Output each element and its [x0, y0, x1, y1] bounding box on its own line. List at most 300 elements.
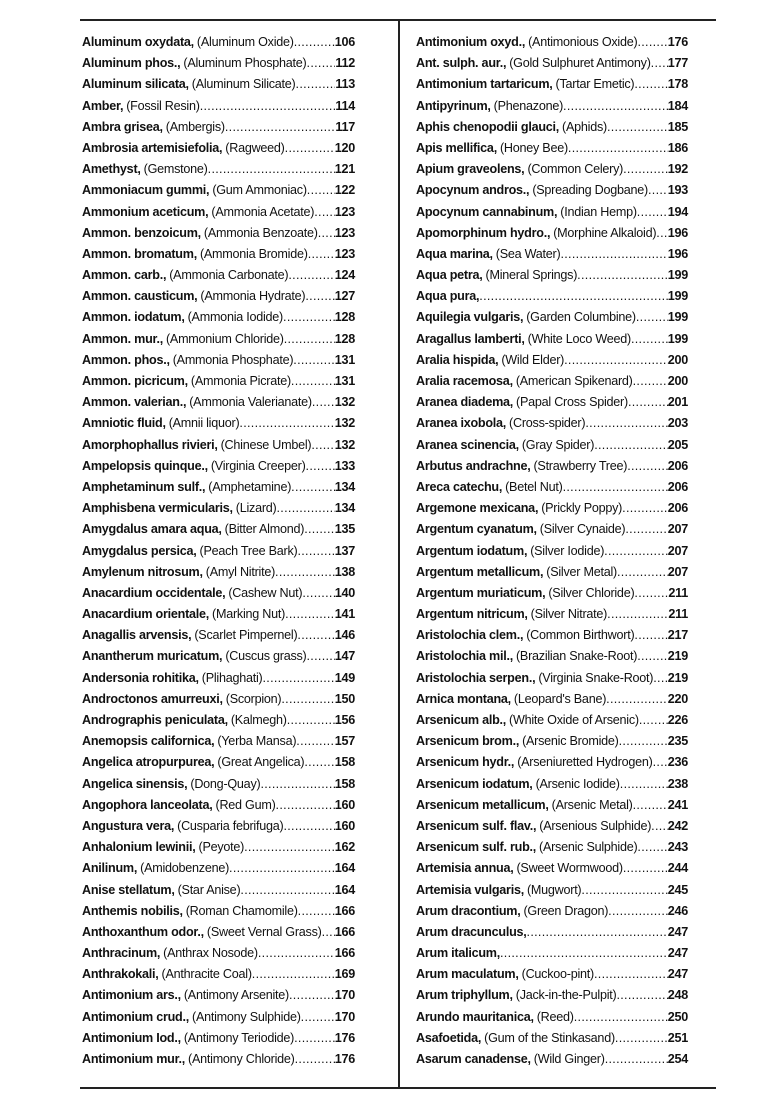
- entry-page-number: 176: [667, 35, 688, 49]
- dot-leader: [581, 880, 667, 901]
- entry-common-name: (Bitter Almond): [224, 522, 305, 537]
- index-entry: [416, 1049, 688, 1070]
- index-entry: [416, 519, 688, 540]
- entry-page-number: 132: [334, 437, 355, 452]
- entry-page-number: 217: [667, 628, 688, 643]
- dot-leader: [307, 180, 335, 201]
- index-entry: [416, 710, 688, 731]
- index-entry: [416, 477, 688, 498]
- entry-name: Andersonia rohitika,: [82, 670, 199, 685]
- entry-name: Arum triphyllum,: [416, 988, 513, 1003]
- entry-page-number: 156: [334, 713, 355, 727]
- entry-page-number: 206: [667, 501, 688, 516]
- entry-page-number: 166: [334, 946, 355, 961]
- index-entry: [416, 413, 688, 434]
- entry-name: Ammon. carb.,: [82, 268, 167, 283]
- entry-page-number: 192: [667, 162, 688, 177]
- dot-leader: [563, 96, 668, 117]
- dot-leader: [577, 265, 668, 286]
- entry-common-name: (Virginia Creeper): [210, 458, 306, 473]
- entry-common-name: (Peach Tree Bark): [199, 543, 298, 558]
- index-entry: [82, 858, 355, 879]
- dot-leader: [304, 519, 335, 540]
- entry-page-number: 201: [667, 395, 688, 410]
- entry-page-number: 243: [667, 840, 688, 855]
- entry-common-name: (Aluminum Silicate): [191, 77, 296, 92]
- entry-name: Aralia hispida,: [416, 352, 499, 367]
- dot-leader: [633, 795, 668, 816]
- dot-leader: [648, 180, 668, 201]
- index-entry: [416, 625, 688, 646]
- entry-page-number: 244: [667, 861, 688, 876]
- entry-page-number: 117: [335, 119, 355, 134]
- entry-page-number: 113: [335, 77, 355, 92]
- entry-name: Amethyst,: [82, 162, 141, 177]
- entry-common-name: (Amyl Nitrite): [205, 564, 276, 579]
- dot-leader: [653, 668, 667, 689]
- entry-common-name: (Yerba Mansa): [217, 734, 297, 749]
- entry-page-number: 123: [334, 246, 355, 261]
- index-entry: [82, 519, 355, 540]
- entry-page-number: 164: [334, 882, 355, 897]
- entry-page-number: 112: [335, 56, 355, 71]
- dot-leader: [281, 689, 334, 710]
- dot-leader: [617, 562, 668, 583]
- dot-leader: [287, 710, 335, 731]
- entry-common-name: (Silver Metal): [546, 564, 617, 579]
- entry-name: Arnica montana,: [416, 691, 511, 706]
- index-entry: [416, 32, 688, 53]
- entry-common-name: (Wild Ginger): [533, 1052, 605, 1066]
- entry-name: Argentum iodatum,: [416, 543, 528, 558]
- dot-leader: [594, 435, 668, 456]
- dot-leader: [620, 774, 668, 795]
- dot-leader: [631, 329, 668, 350]
- index-entry: [82, 646, 355, 667]
- index-entry: [416, 1007, 688, 1028]
- entry-name: Arsenicum alb.,: [416, 713, 507, 727]
- entry-name: Argemone mexicana,: [416, 501, 539, 516]
- entry-name: Amniotic fluid,: [82, 416, 166, 431]
- dot-leader: [291, 477, 335, 498]
- entry-name: Aranea ixobola,: [416, 416, 507, 431]
- entry-name: Antimonium crud.,: [82, 1009, 189, 1024]
- entry-name: Ammon. phos.,: [82, 352, 170, 367]
- entry-name: Apis mellifica,: [416, 140, 497, 155]
- dot-leader: [252, 964, 335, 985]
- entry-common-name: (Amphetamine): [208, 479, 292, 494]
- dot-leader: [275, 562, 335, 583]
- index-entry: [416, 541, 688, 562]
- dot-leader: [289, 985, 335, 1006]
- entry-name: Anantherum muricatum,: [82, 649, 223, 664]
- index-column-left: [82, 32, 355, 1070]
- entry-name: Arum italicum,: [416, 946, 500, 961]
- entry-name: Aristolochia serpen.,: [416, 670, 536, 685]
- entry-name: Angophora lanceolata,: [82, 797, 213, 812]
- index-entry: [416, 922, 688, 943]
- dot-leader: [294, 32, 335, 53]
- entry-page-number: 169: [334, 967, 355, 982]
- entry-common-name: (Ammonia Picrate): [190, 374, 291, 388]
- entry-name: Anthracinum,: [82, 946, 161, 961]
- entry-common-name: (Amnii liquor): [168, 416, 240, 431]
- dot-leader: [637, 32, 667, 53]
- entry-name: Andrographis peniculata,: [82, 713, 228, 727]
- index-entry: [416, 159, 688, 180]
- entry-page-number: 247: [667, 924, 688, 939]
- entry-common-name: (Anthracite Coal): [161, 967, 252, 982]
- entry-common-name: (Marking Nut): [212, 607, 286, 622]
- index-entry: [416, 244, 688, 265]
- dot-leader: [527, 922, 668, 943]
- index-entry: [416, 880, 688, 901]
- entry-common-name: (Silver Nitrate): [530, 607, 608, 622]
- dot-leader: [560, 244, 667, 265]
- dot-leader: [305, 286, 334, 307]
- index-entry: [82, 498, 355, 519]
- entry-page-number: 196: [667, 246, 688, 261]
- entry-name: Aluminum silicata,: [82, 77, 189, 92]
- entry-page-number: 176: [334, 1052, 355, 1066]
- dot-leader: [258, 943, 335, 964]
- entry-page-number: 177: [667, 56, 688, 71]
- index-entry: [416, 392, 688, 413]
- entry-common-name: (Cusparia febrifuga): [177, 818, 284, 833]
- column-divider: [398, 20, 400, 1088]
- dot-leader: [297, 541, 334, 562]
- dot-leader: [636, 307, 668, 328]
- dot-leader: [262, 668, 334, 689]
- index-entry: [82, 922, 355, 943]
- index-entry: [416, 180, 688, 201]
- entry-common-name: (Great Angelica): [217, 755, 305, 770]
- entry-common-name: (Tartar Emetic): [555, 77, 635, 92]
- entry-common-name: (Chinese Umbel): [220, 437, 312, 452]
- entry-name: Ambra grisea,: [82, 119, 163, 134]
- dot-leader: [637, 646, 668, 667]
- entry-name: Anemopsis californica,: [82, 734, 215, 749]
- entry-common-name: (American Spikenard): [515, 374, 633, 388]
- entry-name: Antimonium mur.,: [82, 1052, 186, 1066]
- entry-name: Aristolochia mil.,: [416, 649, 513, 664]
- entry-name: Apocynum andros.,: [416, 183, 530, 198]
- dot-leader: [615, 1028, 668, 1049]
- entry-name: Anthoxanthum odor.,: [82, 924, 204, 939]
- entry-page-number: 245: [667, 882, 688, 897]
- entry-page-number: 194: [667, 204, 688, 219]
- index-entry: [82, 74, 355, 95]
- entry-page-number: 141: [334, 607, 355, 622]
- dot-leader: [622, 498, 668, 519]
- entry-page-number: 246: [667, 903, 688, 918]
- entry-common-name: (Gemstone): [143, 162, 208, 177]
- entry-page-number: 203: [667, 416, 688, 431]
- entry-page-number: 162: [334, 840, 355, 855]
- entry-common-name: (Gold Sulphuret Antimony): [509, 56, 651, 71]
- entry-common-name: (Scarlet Pimpernel): [194, 628, 298, 643]
- entry-name: Aranea diadema,: [416, 395, 514, 410]
- entry-page-number: 235: [667, 734, 688, 749]
- index-entry: [82, 413, 355, 434]
- entry-name: Apomorphinum hydro.,: [416, 225, 551, 240]
- dot-leader: [585, 413, 667, 434]
- entry-name: Ambrosia artemisiefolia,: [82, 140, 223, 155]
- index-entry: [82, 371, 355, 392]
- dot-leader: [239, 413, 334, 434]
- entry-common-name: (Sea Water): [495, 246, 561, 261]
- entry-page-number: 206: [667, 479, 688, 494]
- entry-name: Amygdalus persica,: [82, 543, 197, 558]
- entry-name: Ammoniacum gummi,: [82, 183, 210, 198]
- index-entry: [82, 477, 355, 498]
- entry-common-name: (Papal Cross Spider): [516, 395, 628, 410]
- dot-leader: [564, 350, 668, 371]
- index-entry: [82, 435, 355, 456]
- entry-common-name: (Ammonia Bromide): [199, 246, 308, 261]
- entry-page-number: 122: [334, 183, 355, 198]
- entry-common-name: (Gum of the Stinkasand): [484, 1030, 615, 1045]
- dot-leader: [574, 1007, 668, 1028]
- entry-common-name: (Brazilian Snake-Root): [515, 649, 638, 664]
- entry-name: Aralia racemosa,: [416, 374, 513, 388]
- dot-leader: [322, 922, 335, 943]
- entry-common-name: (Arsenic Sulphide): [539, 840, 638, 855]
- entry-name: Ammon. picricum,: [82, 374, 188, 388]
- index-entry: [416, 646, 688, 667]
- entry-page-number: 135: [334, 522, 355, 537]
- dot-leader: [318, 223, 335, 244]
- entry-page-number: 120: [334, 140, 355, 155]
- entry-page-number: 176: [334, 1030, 355, 1045]
- entry-name: Antipyrinum,: [416, 98, 491, 113]
- entry-name: Aquilegia vulgaris,: [416, 310, 524, 325]
- index-entry: [82, 795, 355, 816]
- entry-page-number: 114: [335, 98, 355, 113]
- index-entry: [82, 964, 355, 985]
- dot-leader: [651, 816, 668, 837]
- entry-common-name: (Peyote): [198, 840, 245, 855]
- entry-page-number: 207: [667, 564, 688, 579]
- entry-common-name: (Cuckoo-pint): [521, 967, 594, 982]
- dot-leader: [607, 117, 668, 138]
- index-entry: [82, 541, 355, 562]
- entry-page-number: 205: [667, 437, 688, 452]
- dot-leader: [606, 689, 668, 710]
- dot-leader: [285, 604, 335, 625]
- index-entry: [82, 180, 355, 201]
- index-entry: [416, 731, 688, 752]
- entry-common-name: (Wild Elder): [501, 352, 565, 367]
- entry-common-name: (Spreading Dogbane): [532, 183, 648, 198]
- dot-leader: [296, 74, 336, 95]
- entry-page-number: 134: [334, 479, 355, 494]
- entry-common-name: (Lizard): [235, 501, 277, 516]
- dot-leader: [634, 74, 667, 95]
- index-entry: [416, 307, 688, 328]
- entry-name: Anthrakokali,: [82, 967, 159, 982]
- index-entry: [82, 816, 355, 837]
- index-entry: [82, 265, 355, 286]
- index-entry: [82, 710, 355, 731]
- index-entry: [416, 604, 688, 625]
- entry-page-number: 164: [334, 861, 355, 876]
- dot-leader: [301, 1007, 335, 1028]
- entry-page-number: 242: [667, 818, 688, 833]
- dot-leader: [563, 477, 668, 498]
- entry-common-name: (Ammonia Phosphate): [172, 352, 294, 367]
- index-entry: [82, 668, 355, 689]
- dot-leader: [306, 456, 335, 477]
- entry-common-name: (White Loco Weed): [527, 331, 631, 346]
- entry-page-number: 199: [667, 310, 688, 325]
- entry-name: Aluminum phos.,: [82, 56, 181, 71]
- dot-leader: [607, 604, 668, 625]
- entry-name: Arum dracunculus,: [416, 924, 527, 939]
- dot-leader: [311, 435, 334, 456]
- entry-page-number: 236: [667, 755, 688, 770]
- entry-page-number: 178: [667, 77, 688, 92]
- index-entry: [82, 625, 355, 646]
- entry-common-name: (Arsenic Bromide): [522, 734, 619, 749]
- index-entry: [82, 583, 355, 604]
- entry-common-name: (Cross-spider): [509, 416, 586, 431]
- dot-leader: [656, 223, 667, 244]
- dot-leader: [500, 943, 668, 964]
- entry-name: Asafoetida,: [416, 1030, 482, 1045]
- entry-common-name: (Ambergis): [165, 119, 225, 134]
- entry-page-number: 123: [334, 204, 355, 219]
- entry-page-number: 196: [667, 225, 688, 240]
- index-entry: [82, 159, 355, 180]
- dot-leader: [229, 858, 335, 879]
- dot-leader: [308, 244, 335, 265]
- entry-common-name: (Star Anise): [177, 882, 241, 897]
- dot-leader: [297, 625, 334, 646]
- dot-leader: [634, 625, 667, 646]
- index-entry: [416, 329, 688, 350]
- entry-common-name: (Prickly Poppy): [541, 501, 623, 516]
- entry-name: Arsenicum metallicum,: [416, 797, 549, 812]
- entry-page-number: 250: [667, 1009, 688, 1024]
- entry-name: Anacardium occidentale,: [82, 585, 226, 600]
- entry-common-name: (Green Dragon): [523, 903, 609, 918]
- entry-page-number: 160: [334, 818, 355, 833]
- dot-leader: [283, 816, 334, 837]
- entry-common-name: (Phenazone): [493, 98, 564, 113]
- entry-name: Arundo mauritanica,: [416, 1009, 534, 1024]
- entry-name: Aluminum oxydata,: [82, 35, 194, 49]
- index-entry: [82, 901, 355, 922]
- entry-page-number: 219: [667, 649, 688, 664]
- entry-common-name: (White Oxide of Arsenic): [509, 713, 639, 727]
- dot-leader: [294, 1028, 335, 1049]
- entry-name: Ammon. iodatum,: [82, 310, 185, 325]
- entry-name: Arsenicum brom.,: [416, 734, 520, 749]
- entry-common-name: (Ammonia Valerianate): [189, 395, 312, 410]
- entry-name: Apium graveolens,: [416, 162, 525, 177]
- entry-common-name: (Cashew Nut): [228, 585, 303, 600]
- entry-name: Ampelopsis quinque.,: [82, 458, 208, 473]
- dot-leader: [276, 795, 335, 816]
- entry-page-number: 193: [667, 183, 688, 198]
- index-entry: [416, 265, 688, 286]
- dot-leader: [293, 350, 334, 371]
- entry-name: Amphetaminum sulf.,: [82, 479, 206, 494]
- index-entry: [82, 604, 355, 625]
- dot-leader: [594, 964, 668, 985]
- entry-page-number: 149: [334, 670, 355, 685]
- index-entry: [416, 117, 688, 138]
- entry-page-number: 166: [334, 903, 355, 918]
- entry-common-name: (Aluminum Phosphate): [183, 56, 307, 71]
- index-entry: [416, 138, 688, 159]
- entry-name: Amber,: [82, 98, 124, 113]
- dot-leader: [623, 159, 668, 180]
- entry-page-number: 238: [667, 776, 688, 791]
- index-entry: [416, 795, 688, 816]
- index-entry: [416, 774, 688, 795]
- entry-page-number: 137: [334, 543, 355, 558]
- entry-name: Amphisbena vermicularis,: [82, 501, 233, 516]
- dot-leader: [200, 96, 336, 117]
- entry-common-name: (Reed): [536, 1009, 574, 1024]
- entry-page-number: 106: [334, 35, 355, 49]
- index-entry: [82, 286, 355, 307]
- entry-page-number: 199: [667, 331, 688, 346]
- index-entry: [82, 53, 355, 74]
- index-entry: [416, 1028, 688, 1049]
- entry-page-number: 241: [667, 797, 688, 812]
- entry-page-number: 207: [667, 522, 688, 537]
- entry-page-number: 132: [334, 416, 355, 431]
- dot-leader: [627, 456, 668, 477]
- index-entry: [416, 858, 688, 879]
- entry-common-name: (Antimony Arsenite): [183, 988, 289, 1003]
- dot-leader: [608, 901, 668, 922]
- index-entry: [416, 435, 688, 456]
- index-entry: [416, 583, 688, 604]
- entry-name: Aranea scinencia,: [416, 437, 519, 452]
- dot-leader: [568, 138, 668, 159]
- dot-leader: [283, 307, 335, 328]
- entry-common-name: (Antimony Teriodide): [183, 1030, 295, 1045]
- index-entry: [416, 689, 688, 710]
- entry-common-name: (Jack-in-the-Pulpit): [515, 988, 617, 1003]
- entry-page-number: 186: [667, 140, 688, 155]
- index-entry: [416, 837, 688, 858]
- entry-page-number: 207: [667, 543, 688, 558]
- entry-page-number: 124: [334, 268, 355, 283]
- entry-name: Argentum cyanatum,: [416, 522, 537, 537]
- index-entry: [82, 223, 355, 244]
- entry-name: Antimonium tartaricum,: [416, 77, 553, 92]
- entry-name: Asarum canadense,: [416, 1052, 531, 1066]
- index-entry: [416, 668, 688, 689]
- index-entry: [82, 329, 355, 350]
- entry-name: Arbutus andrachne,: [416, 458, 531, 473]
- dot-leader: [637, 837, 667, 858]
- entry-page-number: 134: [334, 501, 355, 516]
- entry-page-number: 200: [667, 374, 688, 388]
- dot-leader: [285, 138, 335, 159]
- index-entry: [82, 985, 355, 1006]
- entry-page-number: 160: [334, 797, 355, 812]
- entry-page-number: 219: [667, 670, 688, 685]
- entry-page-number: 158: [334, 755, 355, 770]
- entry-name: Apocynum cannabinum,: [416, 204, 558, 219]
- dot-leader: [298, 901, 335, 922]
